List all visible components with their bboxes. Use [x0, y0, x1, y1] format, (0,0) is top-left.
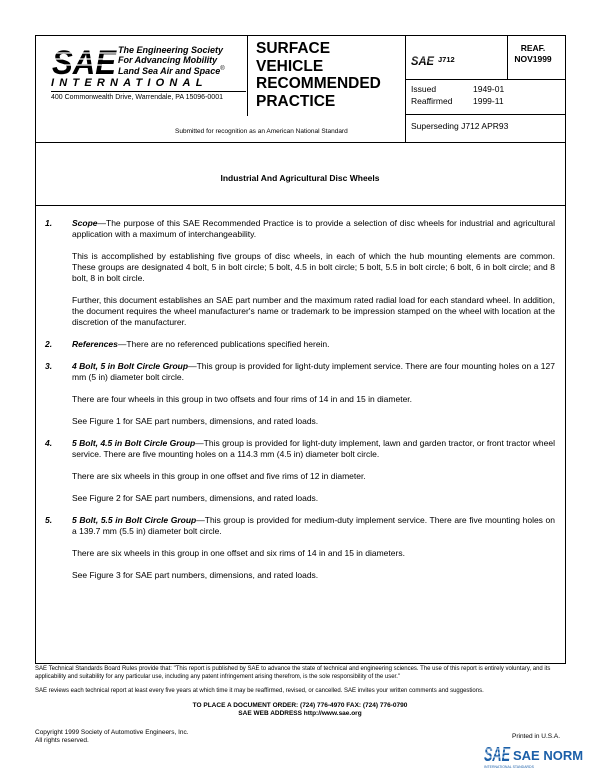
- printed-in: Printed in U.S.A.: [512, 733, 561, 740]
- document-type-line: SURFACE: [256, 40, 331, 57]
- document-type-line: RECOMMENDED: [256, 75, 381, 92]
- header-divider-3: [507, 35, 508, 79]
- sae-small-logo: [411, 54, 435, 66]
- section-number: 1.: [45, 218, 53, 228]
- issued-label: Issued: [411, 84, 437, 94]
- section-5-bolt-5-5-group: [45, 515, 555, 581]
- section-paragraph: There are four wheels in this group in two offsets and four rims of 14 in and 15 in diameter.: [72, 394, 413, 404]
- header-bottom-rule: [35, 142, 566, 143]
- reaffirmation-date: NOV1999: [514, 54, 552, 64]
- section-paragraph: 5 Bolt, 4.5 in Bolt Circle Group—This group is provided for light-duty implement, lawn and garden tractor, or front tractor wheel service. There are five mounting holes on a 114.3 mm (4.5 in) diameter bolt circle.: [72, 438, 555, 459]
- section-heading: 4 Bolt, 5 in Bolt Circle Group: [72, 361, 189, 371]
- copyright-line: Copyright 1999 Society of Automotive Engineers, Inc.: [35, 729, 189, 736]
- international-rule: [51, 91, 246, 92]
- header-low-rule: [405, 114, 566, 115]
- section-paragraph: See Figure 1 for SAE part numbers, dimensions, and rated loads.: [72, 416, 319, 426]
- section-paragraph: 5 Bolt, 5.5 in Bolt Circle Group—This group is provided for medium-duty implement service. There are five mounting holes on a 139.7 mm (5.5 in) diameter bolt circle.: [72, 515, 555, 536]
- section-paragraph: Further, this document establishes an SAE part number and the maximum rated radial load for each standard wheel. In addition, the document requires the wheel manufacturer's name or trademark to be impression stamped on the wheel with location at the discretion of the manufacturer.: [72, 295, 555, 327]
- section-paragraph: See Figure 2 for SAE part numbers, dimensions, and rated loads.: [72, 493, 319, 503]
- reaffirmed-date: 1999-11: [473, 96, 504, 106]
- reaffirmed-label: Reaffirmed: [411, 96, 453, 106]
- document-type: [256, 40, 381, 110]
- section-heading: 5 Bolt, 5.5 in Bolt Circle Group: [72, 515, 197, 525]
- superseding-note: Superseding J712 APR93: [411, 121, 509, 131]
- svg-text:SAE: SAE: [484, 744, 511, 766]
- issued-date: 1949-01: [473, 84, 505, 94]
- society-line: The Engineering Society: [118, 45, 224, 55]
- section-heading: 5 Bolt, 4.5 in Bolt Circle Group: [72, 438, 196, 448]
- section-paragraph: There are six wheels in this group in one offset and five rims of 12 in diameter.: [72, 471, 366, 481]
- header-divider-2: [405, 35, 406, 142]
- page-title: Industrial And Agricultural Disc Wheels: [220, 173, 380, 183]
- section-paragraph: 4 Bolt, 5 in Bolt Circle Group—This group is provided for light-duty implement service. There are four mounting holes on a 127 mm (5 in) diameter bolt circle.: [72, 361, 555, 382]
- society-line: Land Sea Air and Space®: [118, 66, 225, 76]
- reaffirmation-label: REAF.: [520, 43, 546, 53]
- logo-subtitle: INTERNATIONAL STANDARDS: [484, 765, 534, 769]
- document-number: J712: [438, 55, 455, 64]
- section-paragraph: There are six wheels in this group in one offset and six rims of 14 in and 15 in diameters.: [72, 548, 405, 558]
- title-bottom-rule: [35, 205, 566, 206]
- section-number: 3.: [45, 361, 53, 371]
- reaffirmation-box: [513, 43, 553, 65]
- section-paragraph: References—There are no referenced publications specified herein.: [72, 339, 330, 349]
- section-references: [45, 339, 555, 350]
- section-heading: Scope: [72, 218, 98, 228]
- section-paragraph: See Figure 3 for SAE part numbers, dimensions, and rated loads.: [72, 570, 319, 580]
- sae-logo: [52, 44, 118, 82]
- svg-text:SAE: SAE: [52, 44, 118, 82]
- society-line: For Advancing Mobility: [118, 54, 218, 65]
- logo-wordmark: SAE NORM: [513, 748, 584, 763]
- section-number: 5.: [45, 515, 53, 525]
- section-paragraph: This is accomplished by establishing five groups of disc wheels, in each of which the hub mounting elements are common. These groups are designated 4 bolt, 5 in bolt circle; 5 bolt, 4.5 in bolt circle; 5 bolt, 5.5 in bolt circle; 6 bolt, 6 in bolt circle; and 8 bolt, 8 in bolt circle.: [72, 251, 555, 283]
- review-notice: SAE reviews each technical report at least every five years at which time it may be reaffirmed, revised, or cancelled. SAE invites your written comments and suggestions.: [35, 688, 484, 694]
- copyright-line: All rights reserved.: [35, 737, 89, 744]
- section-number: 2.: [45, 339, 53, 349]
- society-name: [118, 46, 248, 77]
- section-4-bolt-group: [45, 361, 555, 427]
- document-type-line: VEHICLE: [256, 57, 324, 75]
- document-body: [45, 218, 555, 592]
- section-5-bolt-4-5-group: [45, 438, 555, 504]
- section-number: 4.: [45, 438, 53, 448]
- section-paragraph: Scope—The purpose of this SAE Recommended Practice is to provide a selection of disc wheels for industrial and agricultural application with a maximum of interchangeability.: [72, 218, 555, 239]
- recognition-note: Submitted for recognition as an American National Standard: [175, 128, 348, 135]
- rules-notice: SAE Technical Standards Board Rules provide that: "This report is published by SAE to advance the state of technical and engineering sciences. The use of this report is entirely voluntary, and its applicability and suitability for any particular use, including any patent infringement arising therefrom, is the sole responsibility of the user.": [35, 666, 551, 680]
- sae-norm-logo: [484, 742, 584, 770]
- svg-text:SAE: SAE: [411, 54, 435, 68]
- section-scope: [45, 218, 555, 328]
- order-line: TO PLACE A DOCUMENT ORDER: (724) 776-4970 FAX: (724) 776-0790: [192, 702, 408, 709]
- society-address: 400 Commonwealth Drive, Warrendale, PA 15096-0001: [51, 94, 223, 101]
- copyright: [35, 729, 189, 745]
- document-type-line: PRACTICE: [256, 92, 336, 110]
- header-mid-rule: [405, 79, 566, 80]
- international-label: INTERNATIONAL: [51, 77, 208, 89]
- web-address: SAE WEB ADDRESS http://www.sae.org: [238, 710, 362, 717]
- section-heading: References: [72, 339, 118, 349]
